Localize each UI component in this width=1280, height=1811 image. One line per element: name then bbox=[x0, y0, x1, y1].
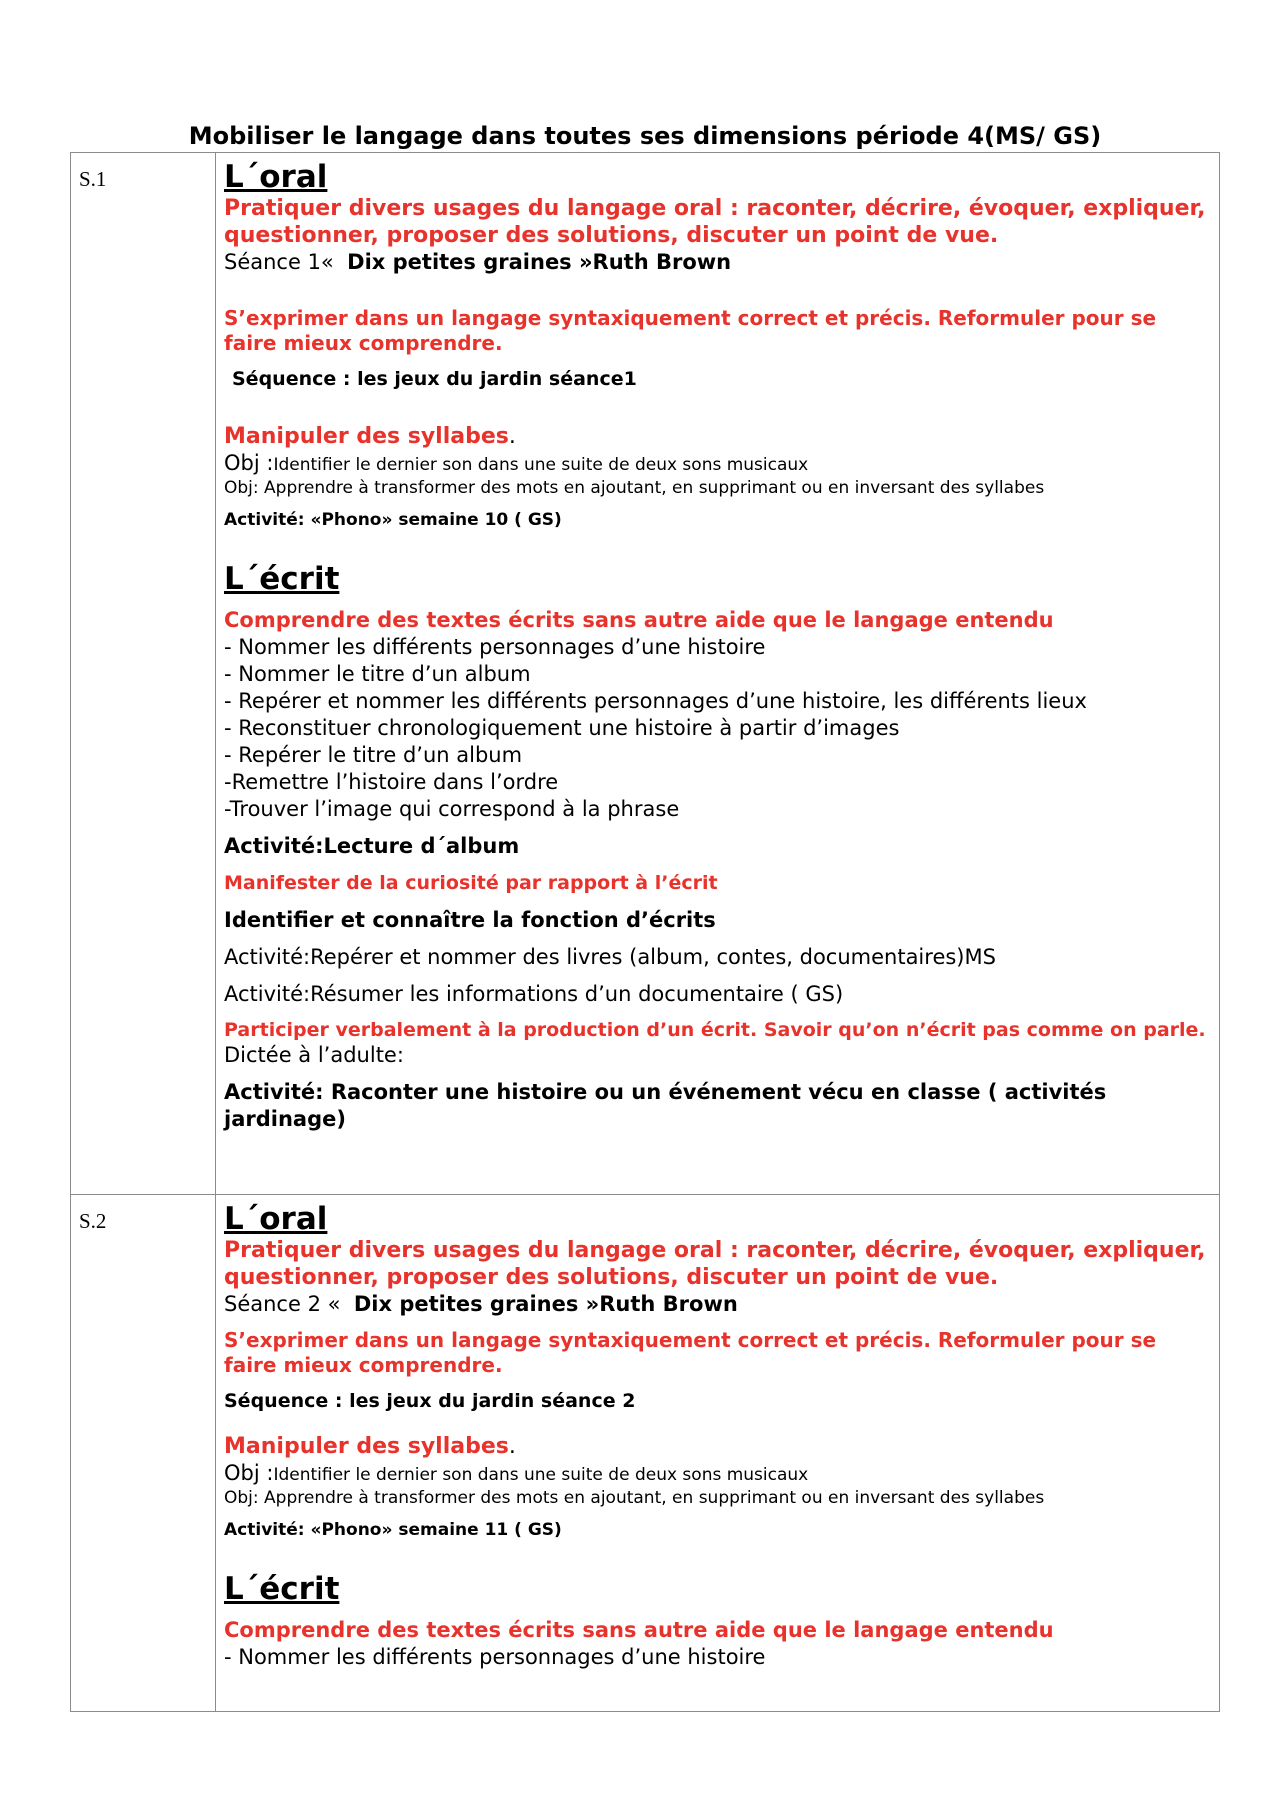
raconter-activity: Activité: Raconter une histoire ou un événement vécu en classe ( activités jardinage) bbox=[224, 1080, 1107, 1131]
seance-line bbox=[224, 249, 1211, 276]
competence-curiosite: Manifester de la curiosité par rapport à l’écrit bbox=[224, 872, 718, 894]
page-title: Mobiliser le langage dans toutes ses dimensions période 4(MS/ GS) bbox=[188, 122, 1102, 150]
list-item: - Reconstituer chronologiquement une histoire à partir d’images bbox=[224, 716, 900, 740]
competence-syntax: S’exprimer dans un langage syntaxiquement correct et précis. Reformuler pour se faire mieux comprendre. bbox=[224, 306, 1157, 355]
objective-line: Obj: Apprendre à transformer des mots en ajoutant, en supprimant ou en inversant des syllabes bbox=[224, 1488, 1045, 1508]
objective-line bbox=[224, 1460, 1211, 1487]
table-row bbox=[71, 1195, 1220, 1712]
list-item: - Repérer et nommer les différents personnages d’une histoire, les différents lieux bbox=[224, 689, 1087, 713]
table-row bbox=[71, 153, 1220, 1195]
lecture-activity: Activité:Lecture d´album bbox=[224, 834, 520, 858]
competence-syntax: S’exprimer dans un langage syntaxiquement correct et précis. Reformuler pour se faire mieux comprendre. bbox=[224, 1328, 1157, 1377]
obj-text: Identifier le dernier son dans une suite de deux sons musicaux bbox=[273, 455, 809, 475]
section-heading-ecrit: L´écrit bbox=[224, 561, 340, 597]
objective-line: Obj: Apprendre à transformer des mots en ajoutant, en supprimant ou en inversant des syllabes bbox=[224, 478, 1045, 498]
identifier-line: Identifier et connaître la fonction d’écrits bbox=[224, 908, 716, 932]
competence-comprehension: Comprendre des textes écrits sans autre aide que le langage entendu bbox=[224, 608, 1054, 632]
syllabes-dot: . bbox=[508, 424, 516, 449]
week-label: S.2 bbox=[71, 1195, 216, 1712]
dictee-line: Dictée à l’adulte: bbox=[224, 1043, 404, 1067]
list-item: - Nommer les différents personnages d’une histoire bbox=[224, 1645, 766, 1669]
seance-book-title: Dix petites graines »Ruth Brown bbox=[353, 1292, 738, 1316]
list-item: - Repérer le titre d’un album bbox=[224, 743, 523, 767]
phono-activity: Activité: «Phono» semaine 11 ( GS) bbox=[224, 1520, 562, 1540]
list-item: -Remettre l’histoire dans l’ordre bbox=[224, 770, 559, 794]
weekly-plan-table bbox=[70, 152, 1220, 1712]
seance-line bbox=[224, 1291, 1211, 1318]
section-heading-oral: L´oral bbox=[224, 1201, 328, 1237]
sequence-line: Séquence : les jeux du jardin séance1 bbox=[232, 368, 637, 390]
competence-participer: Participer verbalement à la production d’un écrit. Savoir qu’on n’écrit pas comme on parle. bbox=[224, 1019, 1206, 1041]
activity-livres: Activité:Repérer et nommer des livres (album, contes, documentaires)MS bbox=[224, 945, 996, 969]
sequence-line: Séquence : les jeux du jardin séance 2 bbox=[224, 1390, 636, 1412]
activity-resume: Activité:Résumer les informations d’un documentaire ( GS) bbox=[224, 982, 844, 1006]
obj-prefix: Obj : bbox=[224, 1461, 274, 1485]
list-item: -Trouver l’image qui correspond à la phrase bbox=[224, 797, 680, 821]
obj-prefix: Obj : bbox=[224, 451, 274, 475]
syllabes-label: Manipuler des syllabes bbox=[224, 424, 509, 449]
seance-book-title: Dix petites graines »Ruth Brown bbox=[347, 250, 732, 274]
list-item: - Nommer les différents personnages d’une histoire bbox=[224, 635, 766, 659]
competence-comprehension: Comprendre des textes écrits sans autre aide que le langage entendu bbox=[224, 1618, 1054, 1642]
phono-activity: Activité: «Phono» semaine 10 ( GS) bbox=[224, 510, 562, 530]
seance-prefix: Séance 1« bbox=[224, 250, 334, 274]
competence-oral: Pratiquer divers usages du langage oral : raconter, décrire, évoquer, expliquer, questionner, proposer des solutions, discuter un point de vue. bbox=[224, 196, 1206, 248]
week-content bbox=[216, 153, 1220, 1195]
syllabes-label: Manipuler des syllabes bbox=[224, 1434, 509, 1459]
competence-oral: Pratiquer divers usages du langage oral : raconter, décrire, évoquer, expliquer, questionner, proposer des solutions, discuter un point de vue. bbox=[224, 1238, 1206, 1290]
seance-prefix: Séance 2 « bbox=[224, 1292, 341, 1316]
week-content bbox=[216, 1195, 1220, 1712]
section-heading-oral: L´oral bbox=[224, 159, 328, 195]
syllabes-dot: . bbox=[508, 1434, 516, 1459]
syllabes-competence bbox=[224, 1433, 1211, 1460]
syllabes-competence bbox=[224, 423, 1211, 450]
objective-line bbox=[224, 450, 1211, 477]
section-heading-ecrit: L´écrit bbox=[224, 1571, 340, 1607]
list-item: - Nommer le titre d’un album bbox=[224, 662, 531, 686]
obj-text: Identifier le dernier son dans une suite de deux sons musicaux bbox=[273, 1465, 809, 1485]
week-label: S.1 bbox=[71, 153, 216, 1195]
